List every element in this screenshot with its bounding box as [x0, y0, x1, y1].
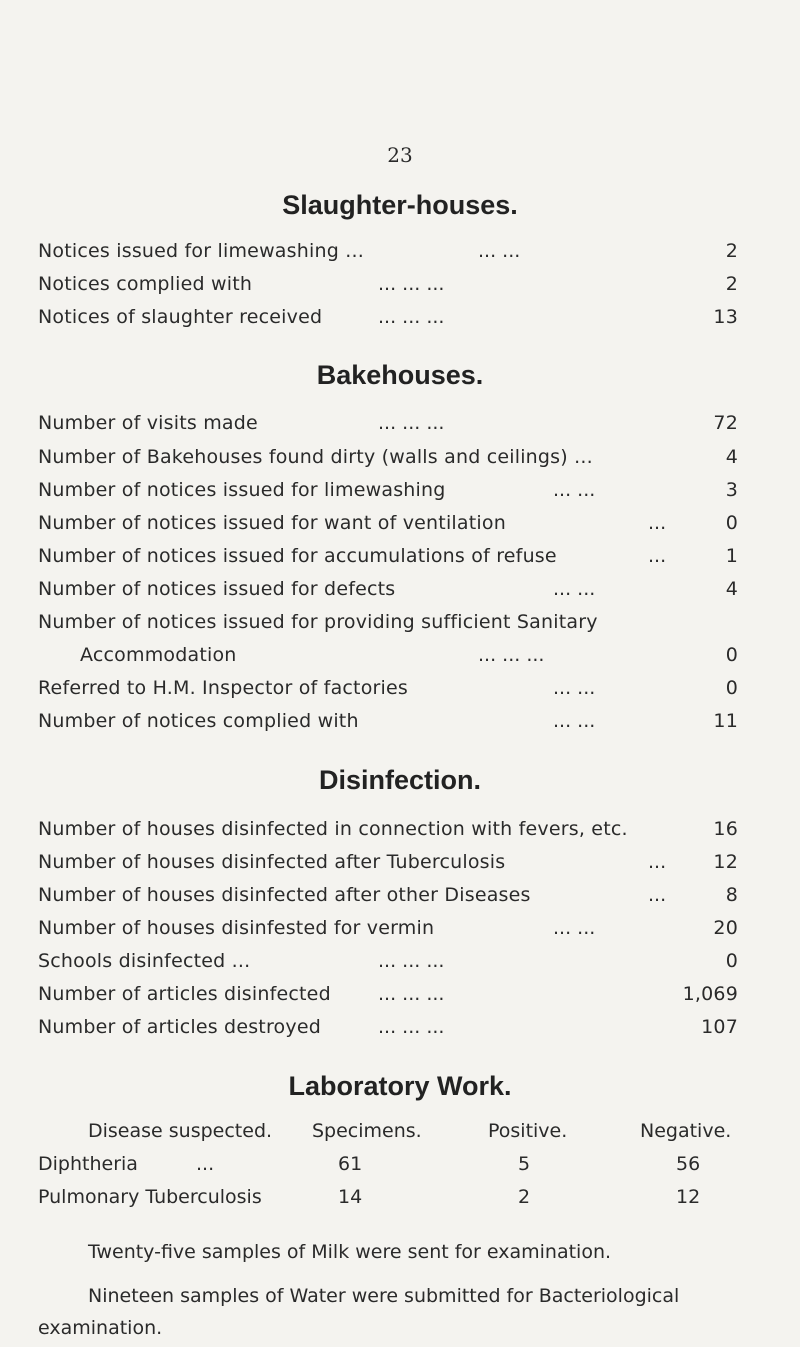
lab-disease-cell: Pulmonary Tuberculosis [38, 1186, 262, 1208]
disinfection-row [38, 983, 738, 1013]
leader-dots: ... ... [553, 710, 596, 732]
slaughter-row [38, 240, 738, 270]
leader-dots: ... [648, 851, 667, 873]
row-value: 4 [725, 446, 738, 468]
leader-dots: ... [648, 545, 667, 567]
lab-negative-cell: 56 [676, 1153, 701, 1175]
lab-specimens-cell: 14 [338, 1186, 363, 1208]
bakehouse-row [38, 644, 738, 674]
row-label: Number of notices issued for limewashing [38, 479, 446, 501]
row-value: 0 [725, 950, 738, 972]
row-value: 20 [713, 917, 738, 939]
row-label: Referred to H.M. Inspector of factories [38, 677, 409, 699]
row-label: Number of articles disinfected [38, 983, 331, 1005]
column-header-disease: Disease suspected. [88, 1120, 273, 1142]
leader-dots: ... ... [553, 677, 596, 699]
leader-dots: ... [648, 512, 667, 534]
row-label: Number of houses disinfected after Tuberculosis [38, 851, 506, 873]
row-value: 12 [713, 851, 738, 873]
column-header-positive: Positive. [488, 1120, 568, 1142]
row-value: 8 [725, 884, 738, 906]
bakehouse-row [38, 578, 738, 608]
row-label: Number of houses disinfested for vermin [38, 917, 435, 939]
row-label: Number of Bakehouses found dirty (walls and ceilings) ... [38, 446, 593, 468]
laboratory-work-heading: Laboratory Work. [288, 1071, 512, 1101]
row-label: Number of articles destroyed [38, 1016, 321, 1038]
leader-dots: ... ... [553, 479, 596, 501]
leader-dots: ... ... [553, 917, 596, 939]
bakehouse-row [38, 412, 738, 442]
row-value: 72 [713, 412, 738, 434]
bakehouse-row [38, 479, 738, 509]
bakehouse-row [38, 545, 738, 575]
row-value: 2 [725, 240, 738, 262]
leader-dots: ... ... ... [378, 950, 445, 972]
row-label: Number of notices issued for want of ventilation [38, 512, 506, 534]
leader-dots: ... ... ... [378, 412, 445, 434]
leader-dots: ... ... [553, 578, 596, 600]
row-value: 0 [725, 512, 738, 534]
row-label: Notices complied with [38, 273, 253, 295]
row-value: 0 [725, 677, 738, 699]
column-header-specimens: Specimens. [312, 1120, 422, 1142]
page-number: 23 [387, 143, 413, 167]
row-label: Number of houses disinfected after other Diseases [38, 884, 531, 906]
row-label: Accommodation [80, 644, 237, 666]
row-label: Notices issued for limewashing ... [38, 240, 364, 262]
row-value: 13 [713, 306, 738, 328]
disinfection-row [38, 1016, 738, 1046]
row-label: Number of notices issued for accumulations of refuse [38, 545, 557, 567]
water-samples-note: Nineteen samples of Water were submitted for Bacteriological examination. [38, 1285, 680, 1339]
lab-positive-cell: 5 [518, 1153, 531, 1175]
row-value: 16 [713, 818, 738, 840]
leader-dots: ... [196, 1153, 215, 1175]
lab-disease-cell: Diphtheria [38, 1153, 138, 1175]
milk-samples-note: Twenty-five samples of Milk were sent for examination. [88, 1241, 612, 1263]
disinfection-row [38, 884, 738, 914]
row-value: 107 [701, 1016, 738, 1038]
bakehouse-row [38, 446, 738, 476]
disinfection-heading: Disinfection. [318, 765, 481, 795]
row-value: 2 [725, 273, 738, 295]
row-label: Number of notices issued for defects [38, 578, 396, 600]
row-label: Notices of slaughter received [38, 306, 323, 328]
lab-specimens-cell: 61 [338, 1153, 363, 1175]
lab-negative-cell: 12 [676, 1186, 701, 1208]
leader-dots: ... ... ... [478, 644, 545, 666]
row-label: Number of notices complied with [38, 710, 359, 732]
leader-dots: ... ... [478, 240, 521, 262]
disinfection-row [38, 917, 738, 947]
row-value: 1,069 [682, 983, 738, 1005]
bakehouse-row [38, 512, 738, 542]
bakehouse-row [38, 611, 738, 641]
bakehouse-row [38, 710, 738, 740]
leader-dots: ... ... ... [378, 273, 445, 295]
row-label: Number of visits made [38, 412, 258, 434]
leader-dots: ... ... ... [378, 306, 445, 328]
leader-dots: ... ... ... [378, 983, 445, 1005]
slaughter-row [38, 273, 738, 303]
bakehouse-row [38, 677, 738, 707]
leader-dots: ... ... ... [378, 1016, 445, 1038]
disinfection-row [38, 950, 738, 980]
row-label: Number of notices issued for providing sufficient Sanitary [38, 611, 598, 633]
row-value: 4 [725, 578, 738, 600]
disinfection-row [38, 851, 738, 881]
leader-dots: ... [648, 884, 667, 906]
slaughter-row [38, 306, 738, 336]
row-value: 1 [725, 545, 738, 567]
row-label: Number of houses disinfected in connection with fevers, etc. [38, 818, 628, 840]
row-value: 11 [713, 710, 738, 732]
row-value: 0 [725, 644, 738, 666]
lab-positive-cell: 2 [518, 1186, 531, 1208]
row-value: 3 [725, 479, 738, 501]
disinfection-row [38, 818, 738, 848]
slaughter-houses-heading: Slaughter-houses. [282, 190, 518, 220]
row-label: Schools disinfected ... [38, 950, 251, 972]
column-header-negative: Negative. [640, 1120, 732, 1142]
bakehouses-heading: Bakehouses. [316, 360, 484, 390]
